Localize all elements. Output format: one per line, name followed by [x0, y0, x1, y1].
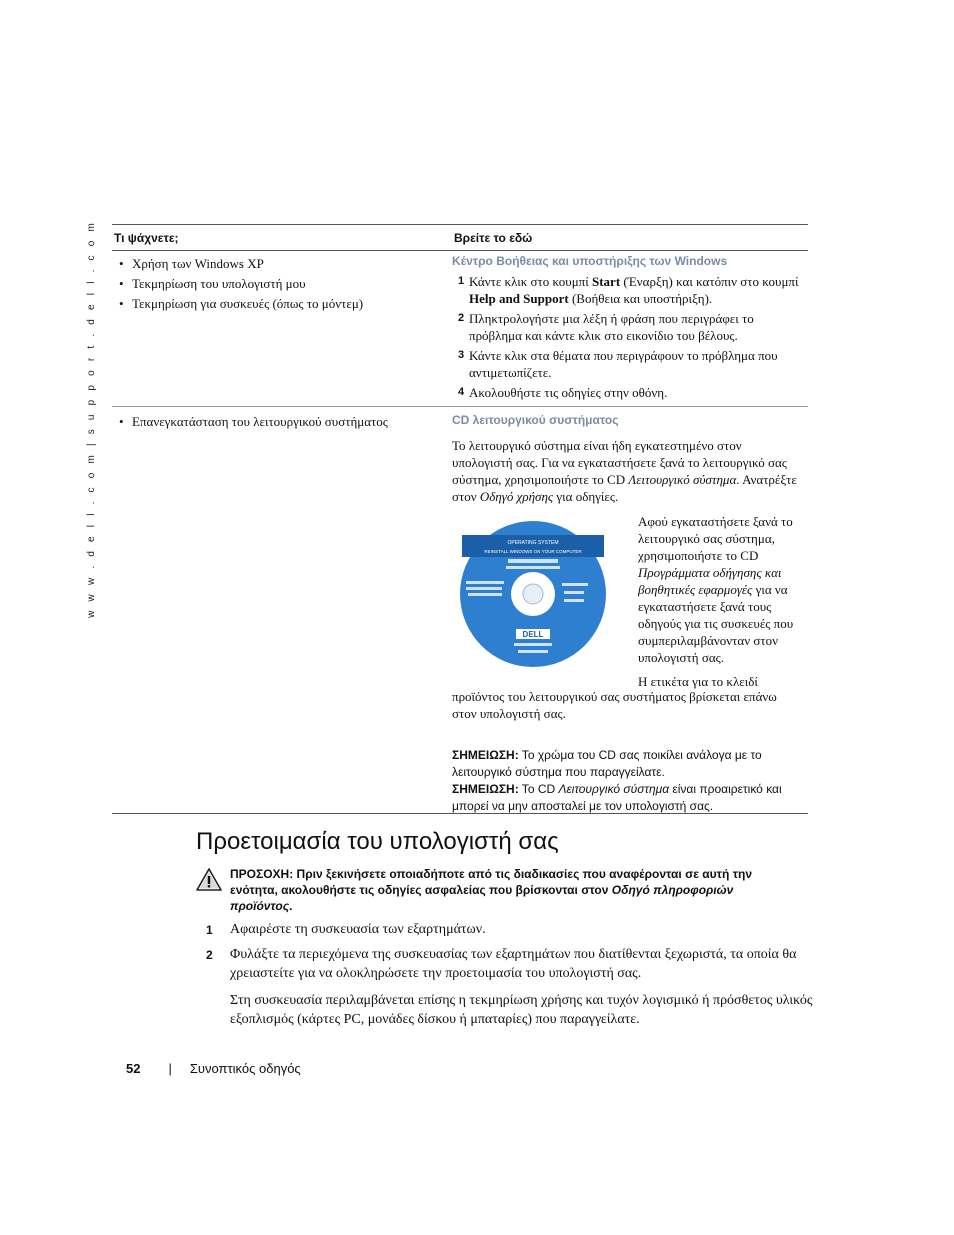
note-optional: [452, 781, 808, 815]
sidebar-url: w w w . d e l l . c o m | s u p p o r t . d e l l . c o m: [86, 220, 97, 618]
start-label: Start: [592, 274, 621, 289]
note-color: [452, 747, 808, 781]
list-item: • Τεκμηρίωση για συσκευές (όπως το μόντεμ): [112, 295, 452, 312]
step-text: Αφαιρέστε τη συσκευασία των εξαρτημάτων.: [230, 922, 486, 937]
product-key-text: Η ετικέτα για το κλειδί: [638, 674, 758, 689]
section-heading: Προετοιμασία του υπολογιστή σας: [196, 828, 559, 855]
setup-steps: [206, 920, 814, 1029]
footer-separator: |: [168, 1061, 172, 1076]
step-number: 2: [458, 312, 465, 324]
product-key-continued: προϊόντος του λειτουργικού σας συστήματος βρίσκεται επάνω στον υπολογιστή σας.: [452, 689, 777, 721]
caution-text: [230, 866, 796, 914]
note-label: ΣΗΜΕΙΩΣΗ:: [452, 782, 519, 796]
text: . Ανατρέξτε στον: [452, 472, 797, 504]
cd-brand: DELL: [522, 630, 544, 639]
cd-block: [452, 513, 808, 718]
cd-text-line: [562, 583, 588, 586]
os-cd-name: Λειτουργικό σύστημα: [628, 472, 737, 487]
step-number: 4: [458, 386, 465, 398]
list-item: • Επανεγκατάσταση του λειτουργικού συστήματος: [112, 413, 452, 430]
list-item: [452, 273, 808, 307]
help-support-label: Help and Support: [469, 291, 569, 306]
note-text: είναι προαιρετικό και μπορεί να μην αποσταλεί με τον υπολογιστή σας.: [452, 782, 782, 813]
help-center-title: Κέντρο Βοήθειας και υποστήριξης των Windows: [452, 254, 728, 268]
row1-what: [112, 251, 452, 406]
row2-what: [112, 407, 452, 813]
step-number: 1: [458, 275, 465, 287]
help-steps: [452, 273, 808, 401]
page-footer: [126, 1061, 301, 1076]
cd-center-hole: [523, 584, 543, 604]
header-what: Τι ψάχνετε;: [114, 230, 179, 245]
row2-where: [452, 407, 808, 813]
list-item: • Χρήση των Windows XP: [112, 255, 452, 272]
page-number: 52: [126, 1061, 141, 1076]
text: Πριν ξεκινήσετε οποιαδήποτε από τις διαδικασίες που αναφέρονται σε αυτή την ενότητα, ακολουθήστε τις οδηγίες ασφαλείας που βρίσκονται στον: [230, 867, 753, 897]
note-text: Το CD: [518, 782, 559, 796]
row1-bullets: [112, 251, 452, 312]
table-row: [112, 251, 808, 407]
list-item: • Τεκμηρίωση του υπολογιστή μου: [112, 275, 452, 292]
list-item: [452, 347, 808, 381]
header-where: Βρείτε το εδώ: [454, 230, 533, 245]
cd-text-line: [506, 566, 560, 569]
text: Το λειτουργικό σύστημα είναι ήδη εγκατεστημένο στον υπολογιστή σας. Για να εγκαταστήσετε ξανά το λειτουργικό σας σύστημα, χρησιμοποιήστε το CD: [452, 438, 787, 487]
note-text: Το χρώμα του CD σας ποικίλει ανάλογα με το λειτουργικό σύστημα που παραγγείλατε.: [452, 748, 762, 779]
table-row: [112, 407, 808, 813]
caution-box: [196, 866, 796, 914]
row1-where: [452, 251, 808, 406]
list-item: [206, 945, 814, 983]
cd-top-line2: REINSTALL WINDOWS ON YOUR COMPUTER: [484, 549, 582, 554]
text: για να εγκαταστήσετε ξανά τους οδηγούς για τις συσκευές που συμπεριλαμβάνονταν στον υπολογιστή σας.: [638, 582, 794, 665]
notes: [452, 747, 808, 815]
cd-text-line: [514, 643, 552, 646]
step-text: Φυλάξτε τα περιεχόμενα της συσκευασίας των εξαρτημάτων που διατίθενται ξεχωριστά, τα οποία θα χρειαστείτε για να ολοκληρώσετε την προετοιμασία του υπολογιστή σας.: [230, 947, 797, 981]
table-header: [112, 225, 808, 251]
user-guide-name: Οδηγό χρήσης: [479, 489, 554, 504]
cd-text-line: [466, 587, 502, 590]
cd-disc-image: [458, 517, 608, 672]
text: .: [289, 899, 293, 913]
cd-text-line: [466, 581, 504, 584]
step-text: Πληκτρολογήστε μια λέξη ή φράση που περιγράφει το πρόβλημα και κάντε κλικ στο εικονίδιο του βέλους.: [469, 311, 754, 343]
cd-text-line: [564, 591, 584, 594]
step-number: 1: [206, 923, 213, 937]
product-guide-name: Οδηγό πληροφοριών προϊόντος: [230, 883, 734, 913]
footer-title: Συνοπτικός οδηγός: [189, 1061, 301, 1076]
os-cd-paragraph: [452, 437, 808, 505]
extra-paragraph: Στη συσκευασία περιλαμβάνεται επίσης η τεκμηρίωση χρήσης και τυχόν λογισμικό ή πρόσθετος υλικός εξοπλισμός (κάρτες PC, μονάδες δίσκου ή μπαταρίες) που παραγγείλατε.: [230, 993, 813, 1027]
text: για οδηγίες.: [553, 489, 619, 504]
step-text: (Βοήθεια και υποστήριξη).: [568, 291, 713, 306]
drivers-cd-name: Προγράμματα οδήγησης και βοηθητικές εφαρμογές: [638, 565, 782, 597]
warning-icon: [196, 868, 222, 891]
cd-drivers-text: [638, 513, 808, 666]
step-number: 2: [206, 948, 213, 962]
step-text: Ακολουθήστε τις οδηγίες στην οθόνη.: [469, 385, 668, 400]
info-table: [112, 224, 808, 814]
cd-text-line: [468, 593, 502, 596]
cd-text-line: [518, 650, 548, 653]
row2-bullets: [112, 407, 452, 430]
note-label: ΣΗΜΕΙΩΣΗ:: [452, 748, 519, 762]
step-text: Κάντε κλικ στα θέματα που περιγράφουν το πρόβλημα που αντιμετωπίζετε.: [469, 348, 778, 380]
os-cd-title: CD λειτουργικού συστήματος: [452, 413, 619, 427]
text: Αφού εγκαταστήσετε ξανά το λειτουργικό σας σύστημα, χρησιμοποιήστε το CD: [638, 514, 793, 563]
step-text: (Έναρξη) και κατόπιν στο κουμπί: [620, 274, 799, 289]
cd-text-line: [564, 599, 584, 602]
os-cd-name: Λειτουργικό σύστημα: [558, 782, 670, 796]
cd-text-line: [508, 559, 558, 563]
step-number: 3: [458, 349, 465, 361]
list-item: [452, 384, 808, 401]
list-item: [452, 310, 808, 344]
step-text: Κάντε κλικ στο κουμπί: [469, 274, 592, 289]
cd-top-line1: OPERATING SYSTEM: [507, 540, 559, 546]
list-item: [206, 920, 814, 939]
caution-label: ΠΡΟΣΟΧΗ:: [230, 867, 294, 881]
